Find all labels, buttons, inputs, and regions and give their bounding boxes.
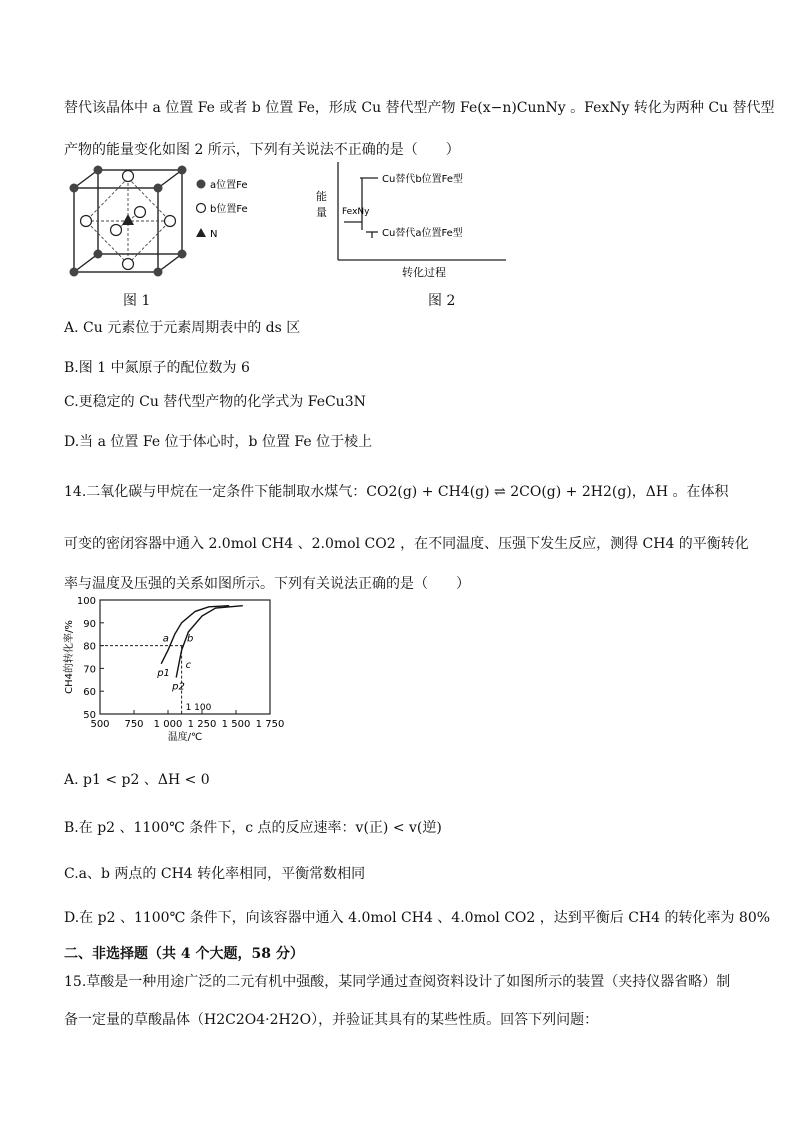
series-label-p1: p1	[157, 667, 170, 679]
atom-a	[94, 166, 103, 175]
fig2-upper-product: Cu替代b位置Fe型	[382, 174, 464, 185]
atom-b	[123, 171, 134, 182]
atom-a	[178, 166, 187, 175]
atom-a	[70, 184, 79, 193]
atom-a	[154, 268, 163, 277]
q13-intro-line1: 替代该晶体中 a 位置 Fe 或者 b 位置 Fe，形成 Cu 替代型产物 Fe(x−n)CunNy 。FexNy 转化为两种 Cu 替代型	[64, 100, 775, 116]
x-tick-label: 1 750	[255, 719, 285, 730]
figure-2-caption: 图 2	[428, 293, 456, 309]
atom-b	[123, 259, 134, 270]
q13-option-c: C.更稳定的 Cu 替代型产物的化学式为 FeCu3N	[64, 394, 366, 410]
q14-option-c: C.a、b 两点的 CH4 转化率相同，平衡常数相同	[64, 866, 366, 882]
point-label-a: a	[162, 633, 169, 645]
q14-stem-line1: 14.二氧化碳与甲烷在一定条件下能制取水煤气：CO2(g) + CH4(g) ⇌ 2CO(g) + 2H2(g)，ΔH 。在体积	[64, 484, 729, 500]
fig2-reactant: FexNy	[342, 207, 370, 217]
q15-line1: 15.草酸是一种用途广泛的二元有机中强酸，某同学通过查阅资料设计了如图所示的装置（夹持仪器省略）制	[64, 974, 731, 990]
legend-b: b位置Fe	[210, 204, 248, 215]
x-tick-label: 1 000	[153, 719, 183, 730]
figure-1-crystal	[60, 160, 280, 285]
fig2-xlabel: 转化过程	[402, 266, 446, 279]
atom-b	[111, 225, 122, 236]
section-2-heading: 二、非选择题（共 4 个大题，58 分）	[64, 946, 304, 962]
q14-option-b: B.在 p2 、1100℃ 条件下，c 点的反应速率：v(正) < v(逆)	[64, 820, 442, 836]
chart-frame	[100, 600, 270, 714]
y-tick-label: 90	[83, 618, 96, 630]
series-line-p1	[161, 606, 229, 664]
legend-n: N	[210, 229, 218, 240]
atom-b	[165, 216, 176, 227]
q14-stem-line2: 可变的密闭容器中通入 2.0mol CH4 、2.0mol CO2 ，在不同温度、压强下发生反应，测得 CH4 的平衡转化	[64, 536, 749, 552]
fig2-lower-product: Cu替代a位置Fe型	[382, 228, 463, 239]
figure-1-caption: 图 1	[123, 293, 151, 309]
legend-a: a位置Fe	[210, 180, 248, 191]
y-tick-label: 80	[83, 641, 96, 653]
atom-b	[135, 207, 146, 218]
y-tick-label: 60	[83, 687, 96, 699]
q14-option-d: D.在 p2 、1100℃ 条件下，向该容器中通入 4.0mol CH4 、4.0mol CO2 ，达到平衡后 CH4 的转化率为 80%	[64, 910, 771, 926]
atom-b	[81, 216, 92, 227]
fig2-ylabel-1: 能	[316, 190, 327, 203]
fig2-ylabel-2: 量	[316, 206, 327, 219]
q14-option-a: A. p1 < p2 、ΔH < 0	[64, 772, 210, 788]
figure-2-energy	[310, 160, 520, 282]
series-label-p2: p2	[172, 681, 185, 693]
atom-a	[178, 250, 187, 259]
q13-intro-line2: 产物的能量变化如图 2 所示，下列有关说法不正确的是（ ）	[64, 142, 460, 158]
point-label-b: b	[186, 633, 194, 645]
y-tick-label: 100	[76, 596, 96, 607]
y-axis-label: CH4的转化率/%	[64, 620, 75, 694]
x-tick-label: 1 250	[187, 719, 217, 730]
x-axis-label: 温度/℃	[167, 732, 203, 742]
marker-label-1100: 1 100	[185, 703, 212, 713]
x-tick-label: 1 500	[221, 719, 251, 730]
point-label-c: c	[185, 659, 192, 671]
atom-a	[70, 268, 79, 277]
q13-option-b: B.图 1 中氮原子的配位数为 6	[64, 360, 250, 376]
x-tick-label: 750	[124, 719, 144, 730]
atom-a	[94, 250, 103, 259]
y-tick-label: 50	[83, 710, 96, 721]
q13-option-d: D.当 a 位置 Fe 位于体心时，b 位置 Fe 位于棱上	[64, 434, 373, 450]
x-tick-label: 500	[90, 719, 110, 730]
q13-option-a: A. Cu 元素位于元素周期表中的 ds 区	[64, 320, 301, 336]
y-tick-label: 70	[83, 664, 96, 676]
atom-a	[154, 184, 163, 193]
q14-conversion-chart	[60, 592, 290, 742]
q15-line2: 备一定量的草酸晶体（H2C2O4·2H2O），并验证其具有的某些性质。回答下列问题：	[64, 1012, 599, 1028]
atom-n	[122, 214, 134, 225]
q14-stem-line3: 率与温度及压强的关系如图所示。下列有关说法正确的是（ ）	[64, 576, 470, 592]
